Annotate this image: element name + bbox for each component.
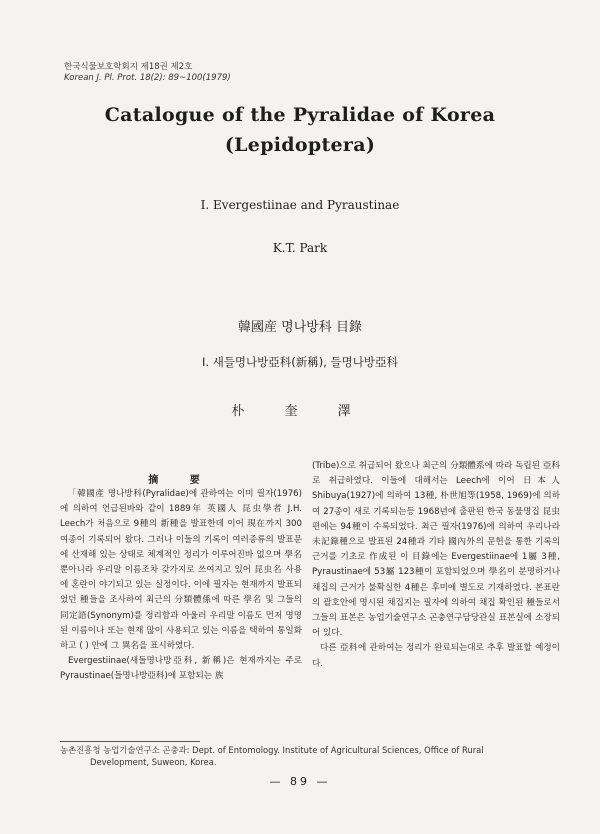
korean-author-name: 朴 奎 澤: [231, 404, 369, 419]
paper-title-line1: Catalogue of the Pyralidae of Korea: [104, 104, 496, 126]
footnote: [60, 745, 560, 768]
left-paragraph-1: 「韓國產 명나방科(Pyralidae)에 관하여는 이미 필자(1976)에 의하여 언급된바와 같이 1889年 英國人 昆虫學者 J.H. Leech가 처음으로 9種의 新種을 발표한데 이어 現在까지 300여종이 기록되어 왔다. 그러나 이들의 기록이 여러종류의 발표문에 산재해 있는 상태로 체계적인 정리가 이루어진바 없으며 學名뿐아니라 우리말 이름조차 갖가지로 쓰여지고 있어 昆虫名 사용에 혼란이 야기되고 있는 실정이다. 이에 필자는 현재까지 발표되었던 種들을 조사하여 최근의 分類體係에 따른 學名 및 그들의 同定語(Synonym)를 정리함과 아울러 우리말 이름도 먼저 명명된 이름이나 또는 현재 많이 사용되고 있는 이름을 택하여 통일화하고 ( ) 안에 그 異名을 표시하였다.: [60, 489, 302, 652]
right-column: [312, 459, 560, 672]
journal-line-english: Korean J. Pl. Prot. 18(2): 89~100(1979): [64, 73, 231, 83]
page-number: — 89 —: [269, 775, 331, 788]
footnote-line1: 농촌진흥청 농업기술연구소 곤충과: Dept. of Entomology. Institute of Agricultural Sciences, Office of Rural: [60, 745, 484, 755]
paper-subtitle: I. Evergestiinae and Pyraustinae: [200, 198, 400, 212]
right-paragraph-1: (Tribe)으로 취급되어 왔으나 최근의 分類體系에 따라 독립된 亞科로 취급하였다. 이들에 대해서는 Leech에 이어 日本人 Shibuya(1927)에 의하여 13種, 朴世旭等(1958, 1969)에 의하여 27종이 새로 기록되는등 1968년에 출판된 한국 동물명집 昆虫편에는 94種이 수록되었다. 최근 필자(1976)에 의하여 우리나라 未記錄種으로 발표된 24種과 기타 國內外의 문헌을 통한 기록의 근거를 기초로 作成된 이 目錄에는 Evergestiinae에 1屬 3種, Pyraustinae에 53屬 123種이 포함되었으며 學名이 분명하거나 채집의 근거가 불확실한 4種은 후미에 별도로 기재하였다. 본표란의 괄호안에 명시된 채집지는 필자에 의하여 채집 확인된 種들로서 그들의 표본은 농업기술연구소 곤충연구담당관실 표본실에 소장되어 있다.: [312, 461, 560, 639]
korean-title: 韓國産 명나방科 目錄: [238, 320, 362, 335]
journal-line-korean: 한국식물보호학회지 제18권 제2호: [64, 62, 193, 72]
korean-subtitle: I. 새들명나방亞科(新稱), 들명나방亞科: [202, 355, 398, 369]
paper-title-line2: (Lepidoptera): [224, 134, 376, 156]
abstract-heading: 摘 要: [148, 475, 214, 486]
author-name: K.T. Park: [272, 241, 328, 255]
footnote-line2: Development, Suweon, Korea.: [90, 756, 217, 767]
left-paragraph-2: Evergestiinae(새들명나방亞科, 新稱)은 현재까지는 주로 Pyraustinae(들명나방亞科)에 포함되는 族: [60, 656, 302, 682]
right-paragraph-2: 다른 亞科에 관하여는 정리가 완료되는대로 추후 발표할 예정이다.: [312, 643, 560, 669]
footnote-divider: [60, 741, 200, 742]
journal-citation: [64, 62, 231, 84]
left-column: [60, 487, 302, 685]
